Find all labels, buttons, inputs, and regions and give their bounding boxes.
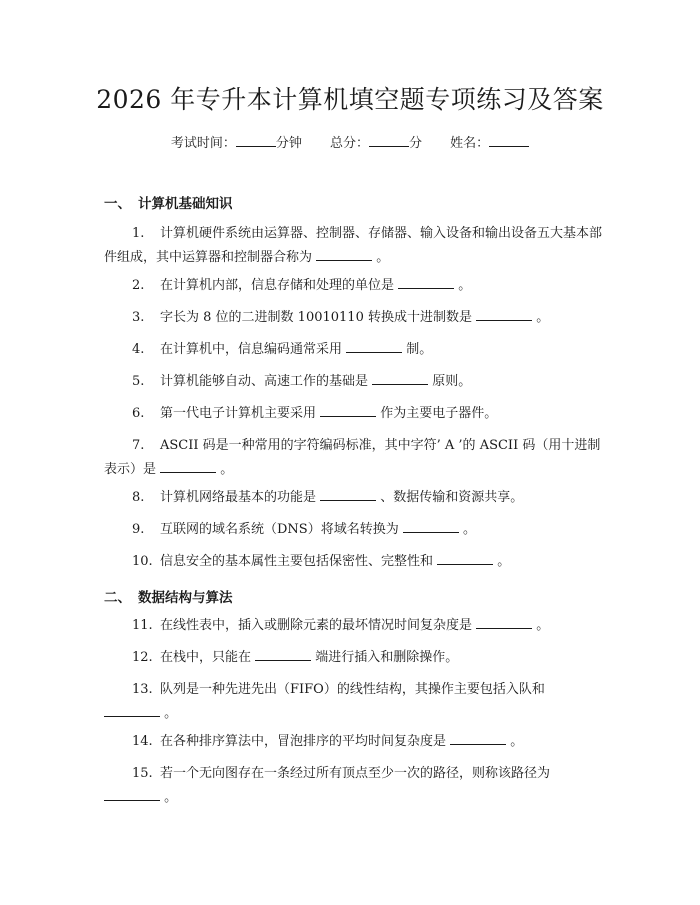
question-text-end: 。 <box>536 618 550 633</box>
section-number: 二、 <box>104 590 131 606</box>
answer-blank[interactable] <box>450 730 506 745</box>
question-text-end: 端进行插入和删除操作。 <box>315 650 459 665</box>
answer-blank[interactable] <box>437 550 493 565</box>
question-text-end: 。 <box>463 522 477 537</box>
exam-time-label: 考试时间： <box>170 136 236 151</box>
student-name-blank[interactable] <box>489 132 529 147</box>
question-text: ASCII 码是一种常用的字符编码标准，其中字符’ A ’的 ASCII 码（用十进制表示）是 <box>104 438 601 477</box>
question-text: 在线性表中，插入或删除元素的最坏情况时间复杂度是 <box>160 618 473 633</box>
question-text: 第一代电子计算机主要采用 <box>160 406 317 421</box>
question-number: 4. <box>132 342 145 357</box>
question-text: 信息安全的基本属性主要包括保密性、完整性和 <box>160 554 434 569</box>
student-name-label: 姓名： <box>450 136 490 151</box>
answer-blank[interactable] <box>372 370 428 385</box>
answer-blank[interactable] <box>476 306 532 321</box>
question-text: 队列是一种先进先出（FIFO）的线性结构，其操作主要包括入队和 <box>160 682 545 697</box>
section-title: 数据结构与算法 <box>138 590 233 606</box>
question-text-end: 。 <box>536 310 550 325</box>
answer-blank[interactable] <box>104 702 160 717</box>
answer-blank[interactable] <box>320 402 376 417</box>
question-item <box>104 274 604 298</box>
question-text: 在计算机中，信息编码通常采用 <box>160 342 343 357</box>
answer-blank[interactable] <box>476 614 532 629</box>
question-number: 6. <box>132 406 145 421</box>
question-text: 字长为 8 位的二进制数 10010110 转换成十进制数是 <box>160 310 472 325</box>
section-heading <box>104 192 233 212</box>
question-number: 1. <box>132 226 145 241</box>
question-item <box>104 370 604 394</box>
question-text-end: 。 <box>164 706 178 721</box>
exam-meta <box>0 132 700 151</box>
question-number: 5. <box>132 374 145 389</box>
answer-blank[interactable] <box>255 646 311 661</box>
page-title: 2026 年专升本计算机填空题专项练习及答案 <box>96 85 604 114</box>
question-item <box>104 678 604 726</box>
exam-score <box>330 136 426 151</box>
exam-score-unit: 分 <box>409 136 423 151</box>
exam-score-blank[interactable] <box>369 132 409 147</box>
question-item <box>104 614 604 638</box>
question-item <box>104 486 604 510</box>
question-text: 互联网的域名系统（DNS）将域名转换为 <box>160 522 399 537</box>
question-number: 2. <box>132 278 145 293</box>
answer-blank[interactable] <box>398 274 454 289</box>
question-text: 若一个无向图存在一条经过所有顶点至少一次的路径，则称该路径为 <box>160 766 551 781</box>
answer-blank[interactable] <box>316 246 372 261</box>
question-number: 14. <box>132 734 153 749</box>
section-heading <box>104 586 233 606</box>
question-text-end: 。 <box>497 554 511 569</box>
question-text-end: 原则。 <box>432 374 472 389</box>
question-item <box>104 550 604 574</box>
exam-time-blank[interactable] <box>236 132 276 147</box>
question-text-end: 。 <box>220 462 234 477</box>
question-item <box>104 402 604 426</box>
question-number: 3. <box>132 310 145 325</box>
exam-score-label: 总分： <box>329 136 369 151</box>
exam-time-unit: 分钟 <box>275 136 302 151</box>
question-item <box>104 434 604 482</box>
question-number: 9. <box>132 522 145 537</box>
question-number: 8. <box>132 490 145 505</box>
question-item <box>104 306 604 330</box>
question-text: 计算机网络最基本的功能是 <box>160 490 317 505</box>
question-number: 10. <box>132 554 153 569</box>
section-title: 计算机基础知识 <box>138 196 233 212</box>
question-number: 13. <box>132 682 153 697</box>
question-number: 12. <box>132 650 153 665</box>
question-text-end: 。 <box>376 250 390 265</box>
question-text-end: 、数据传输和资源共享。 <box>380 490 524 505</box>
question-item <box>104 646 604 670</box>
answer-blank[interactable] <box>160 458 216 473</box>
question-item <box>104 730 604 754</box>
answer-blank[interactable] <box>320 486 376 501</box>
question-number: 7. <box>132 438 145 453</box>
question-item <box>104 518 604 542</box>
section-number: 一、 <box>104 196 131 212</box>
question-item <box>104 762 604 810</box>
student-name <box>450 136 529 151</box>
question-number: 11. <box>132 618 153 633</box>
question-text-end: 制。 <box>406 342 433 357</box>
question-item <box>104 222 604 270</box>
question-text-end: 作为主要电子器件。 <box>380 406 498 421</box>
question-text: 计算机硬件系统由运算器、控制器、存储器、输入设备和输出设备五大基本部件组成，其中运算器和控制器合称为 <box>104 226 603 265</box>
question-text-end: 。 <box>510 734 524 749</box>
answer-blank[interactable] <box>403 518 459 533</box>
question-text-end: 。 <box>458 278 472 293</box>
exam-time <box>171 136 306 151</box>
question-text-end: 。 <box>164 790 178 805</box>
question-item <box>104 338 604 362</box>
answer-blank[interactable] <box>104 786 160 801</box>
question-text: 在各种排序算法中，冒泡排序的平均时间复杂度是 <box>160 734 447 749</box>
question-number: 15. <box>132 766 153 781</box>
question-text: 计算机能够自动、高速工作的基础是 <box>160 374 369 389</box>
question-text: 在计算机内部，信息存储和处理的单位是 <box>160 278 395 293</box>
question-text: 在栈中，只能在 <box>160 650 252 665</box>
answer-blank[interactable] <box>346 338 402 353</box>
